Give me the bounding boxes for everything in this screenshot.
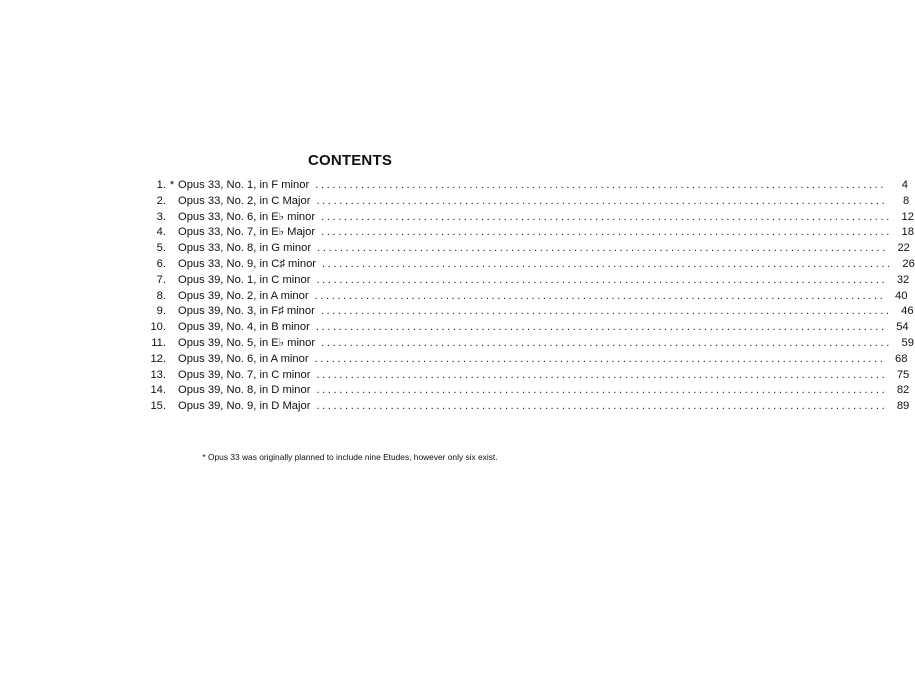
dot-leader: .................................................................................................... [316,384,888,397]
entry-page-number: 54 [896,321,909,334]
entry-number: 9. [156,305,166,318]
dot-leader: .................................................................................................... [316,368,888,381]
footnote: * Opus 33 was originally planned to include nine Etudes, however only six exist. [202,452,498,462]
footnote-marker: * [169,179,175,191]
dot-leader: .................................................................................................... [322,257,893,270]
entry-page-number: 68 [894,352,908,365]
toc-entry [144,383,910,399]
toc-entry [144,178,909,194]
entry-number: 15. [150,400,166,413]
entry-title: Opus 39, No. 2, in A minor [178,289,309,302]
entry-number: 12. [150,352,166,365]
entry-page-number: 8 [903,194,910,207]
entry-title: Opus 39, No. 9, in D Major [178,400,311,413]
dot-leader: .................................................................................................... [317,242,888,255]
toc-entry [144,336,914,352]
toc-entry [144,289,908,305]
entry-title: Opus 33, No. 7, in E♭ Major [178,226,316,239]
entry-title: Opus 39, No. 3, in F♯ minor [178,305,315,318]
dot-leader: .................................................................................................... [314,289,886,302]
entry-number: 11. [151,336,166,349]
entry-number: 13. [150,368,166,381]
entry-page-number: 59 [901,336,914,349]
entry-page-number: 22 [897,242,910,255]
dot-leader: .................................................................................................... [320,305,892,318]
entry-title: Opus 39, No. 1, in C minor [178,273,311,286]
entry-number: 5. [156,242,166,255]
dot-leader: .................................................................................................... [321,210,892,223]
entry-page-number: 18 [901,226,914,239]
toc-entry [144,399,910,415]
entry-title: Opus 39, No. 6, in A minor [178,352,309,365]
entry-title: Opus 33, No. 8, in G minor [178,242,312,255]
entry-title: Opus 33, No. 6, in E♭ minor [178,210,316,223]
toc-entry [144,241,910,257]
entry-page-number: 12 [901,210,914,223]
toc-entry [144,273,910,289]
entry-page-number: 75 [896,368,910,381]
entry-page-number: 46 [901,305,914,318]
entry-page-number: 40 [894,289,908,302]
dot-leader: .................................................................................................... [316,194,888,207]
entry-title: Opus 39, No. 7, in C minor [178,368,311,381]
entry-title: Opus 33, No. 2, in C Major [178,194,311,207]
entry-number: 2. [156,194,166,207]
toc-entry [144,368,910,384]
dot-leader: .................................................................................................... [316,273,888,286]
entry-number: 4. [156,226,166,239]
entry-title: Opus 39, No. 5, in E♭ minor [178,336,316,349]
dot-leader: .................................................................................................... [315,179,887,191]
entry-page-number: 89 [896,400,910,413]
dot-leader: .................................................................................................... [321,336,892,349]
entry-number: 10. [150,321,166,334]
contents-heading: CONTENTS [307,152,393,169]
table-of-contents [144,178,915,415]
dot-leader: .................................................................................................... [315,321,887,334]
entry-page-number: 26 [902,257,915,270]
entry-title: Opus 33, No. 9, in C♯ minor [178,257,317,270]
entry-number: 6. [156,257,166,270]
entry-title: Opus 33, No. 1, in F minor [178,179,310,191]
entry-page-number: 82 [896,384,910,397]
entry-page-number: 4 [901,179,909,191]
toc-entry [144,320,909,336]
toc-entry [144,257,915,273]
entry-number: 7. [156,273,166,286]
toc-entry [144,194,910,210]
dot-leader: .................................................................................................... [314,352,886,365]
toc-entry [144,210,914,226]
toc-entry [144,225,914,241]
toc-entry [144,304,914,320]
entry-number: 14. [150,384,166,397]
dot-leader: .................................................................................................... [316,400,888,413]
entry-title: Opus 39, No. 4, in B minor [178,321,310,334]
entry-title: Opus 39, No. 8, in D minor [178,384,311,397]
entry-number: 1. [156,179,166,191]
entry-number: 8. [156,289,166,302]
dot-leader: .................................................................................................... [321,226,892,239]
toc-entry [144,352,908,368]
entry-page-number: 32 [896,273,910,286]
entry-number: 3. [156,210,166,223]
